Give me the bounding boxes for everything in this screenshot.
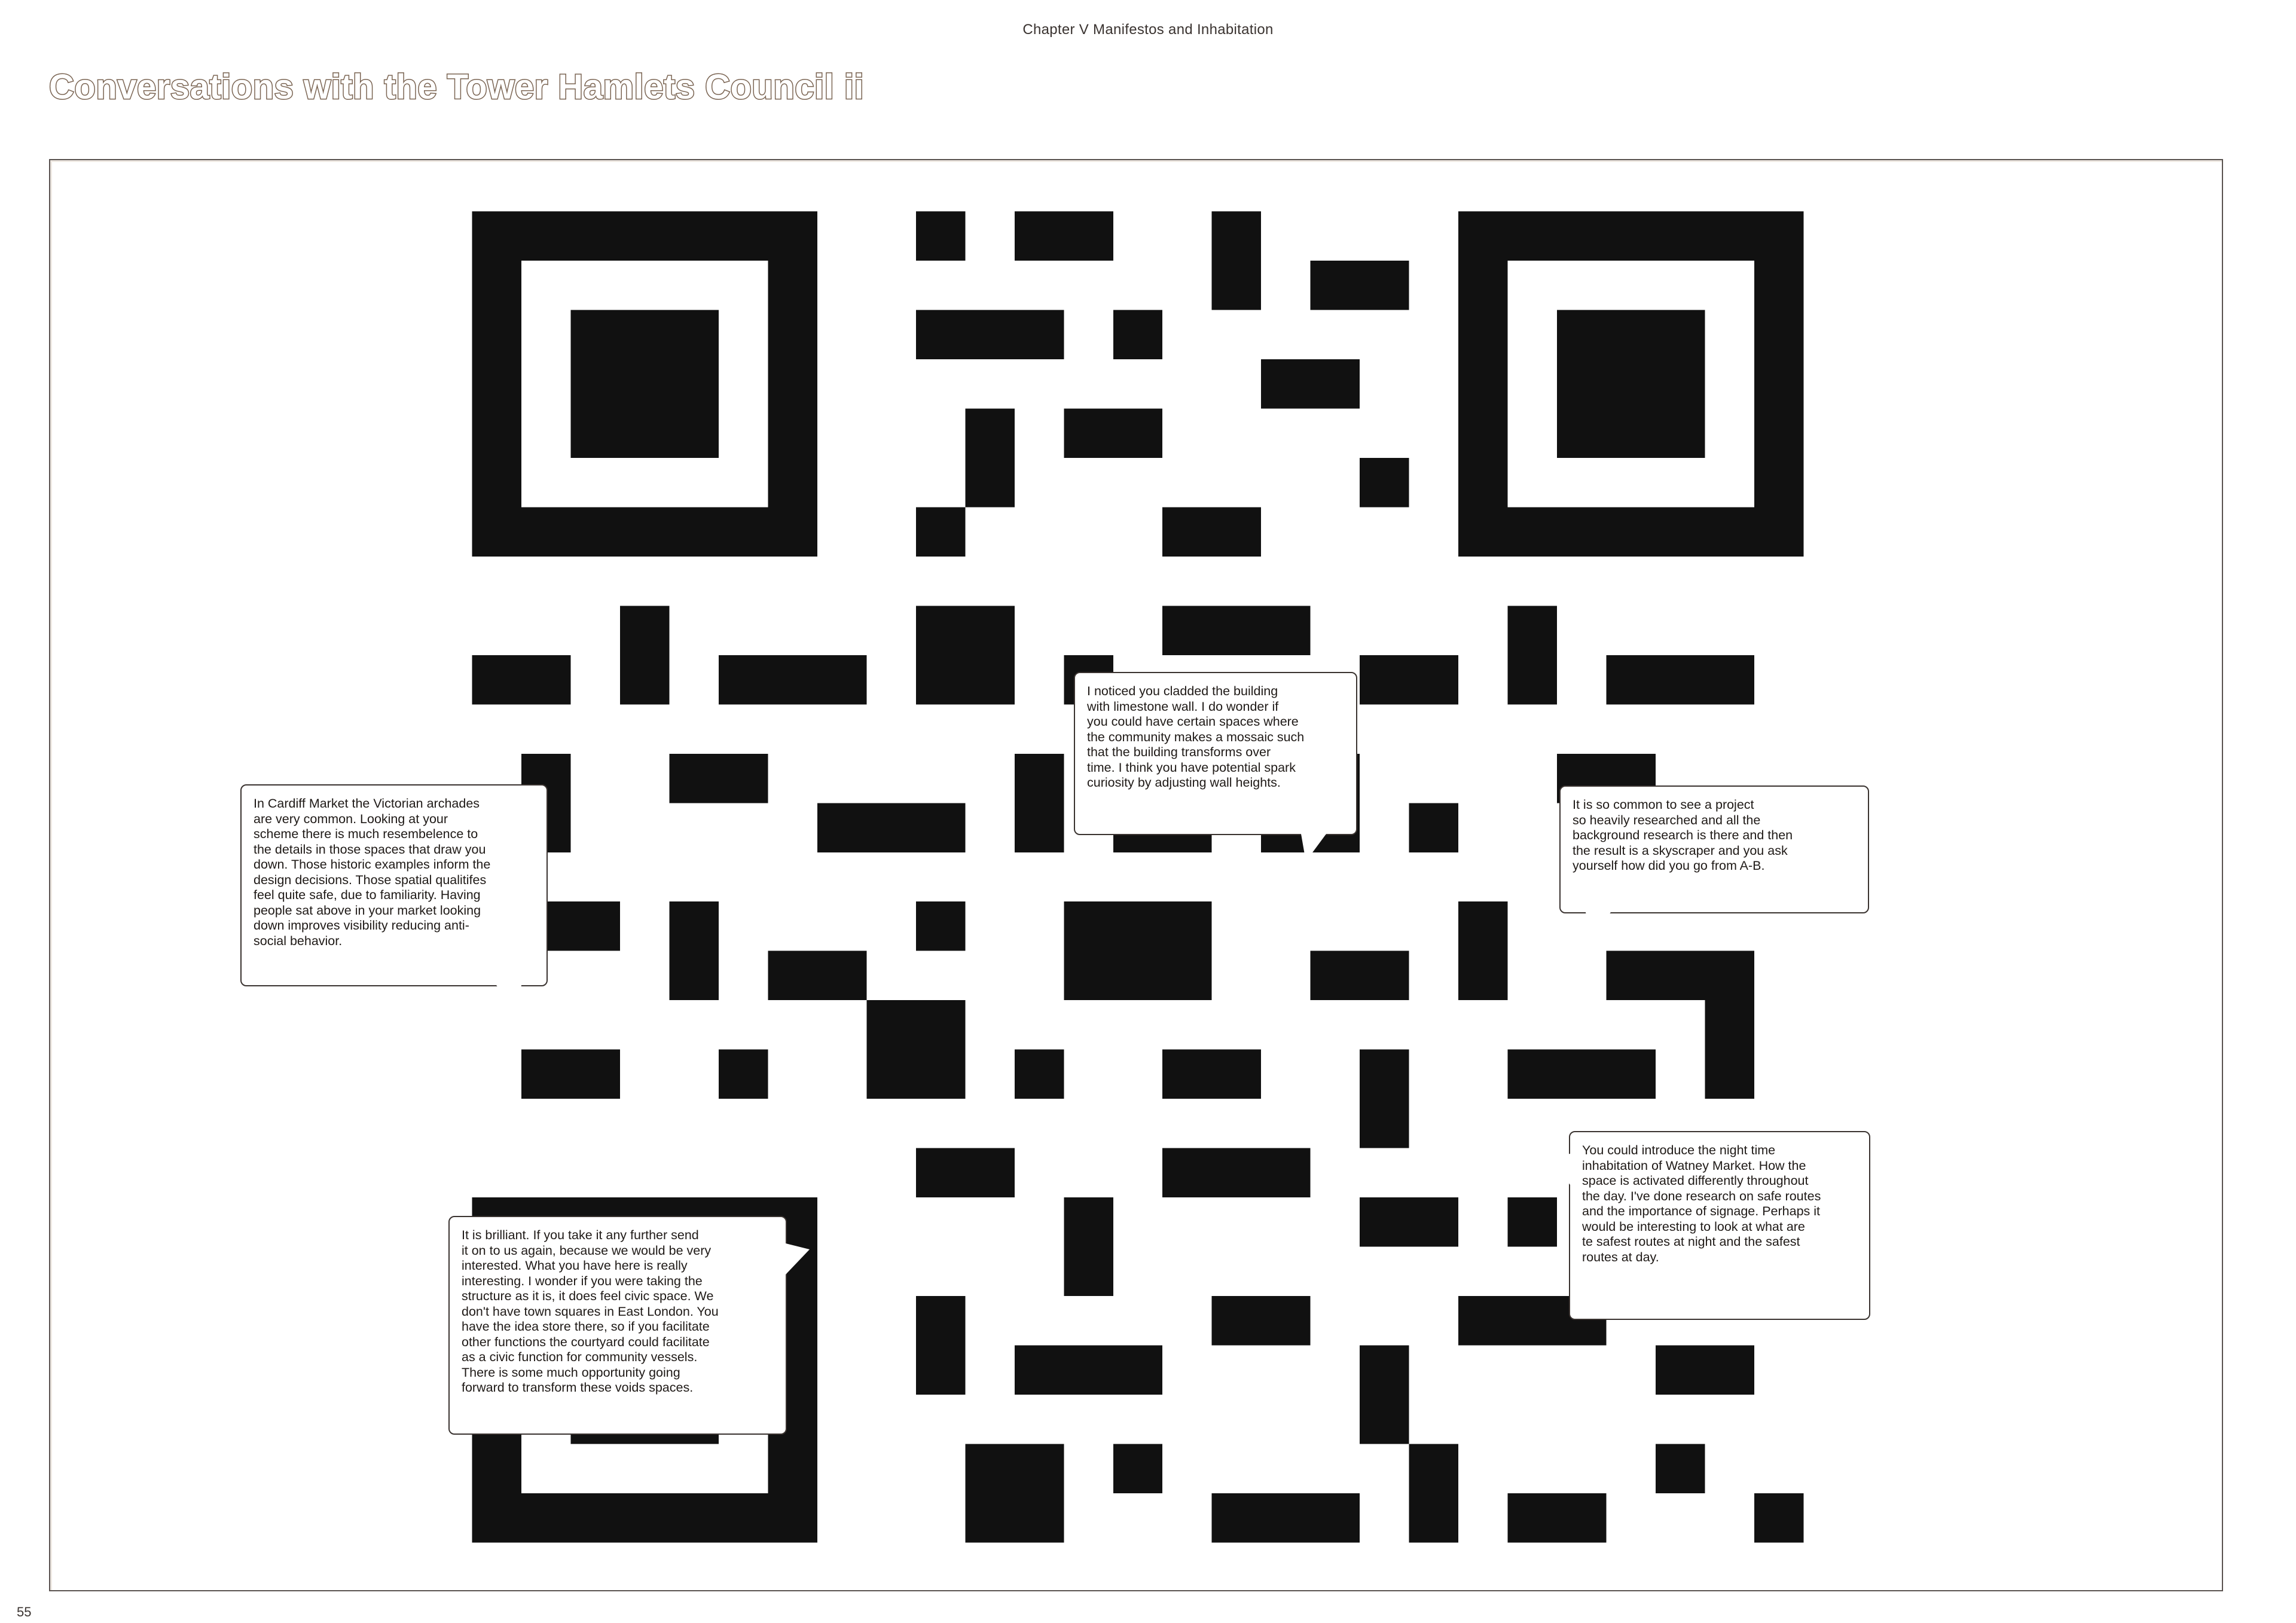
comment-text: It is so common to see a project so heavily researched and all the background research is there and then the result is a skyscraper and you ask yourself how did you go from A-B. bbox=[1573, 797, 1793, 873]
comment-bubble-limestone-wall bbox=[1074, 672, 1357, 835]
comment-bubble-night-time bbox=[1569, 1131, 1870, 1320]
bubble-tail bbox=[1301, 834, 1326, 861]
chapter-heading: Chapter V Manifestos and Inhabitation bbox=[1022, 22, 1274, 38]
comment-text: I noticed you cladded the building with limestone wall. I do wonder if you could have certain spaces where the community makes a mossaic such that the building transforms over time. I think you have potential spark curiosity by adjusting wall heights. bbox=[1087, 684, 1305, 790]
presentation-label: Full presentation: bbox=[1862, 357, 1963, 372]
comment-bubble-research-to-skyscraper bbox=[1559, 785, 1869, 913]
comment-bubble-civic-space bbox=[448, 1216, 787, 1435]
bubble-tail bbox=[786, 1243, 810, 1274]
bubble-tail bbox=[1586, 912, 1611, 937]
page-number: 55 bbox=[17, 1604, 32, 1619]
page-title: Conversations with the Tower Hamlets Council ii bbox=[49, 68, 865, 106]
presentation-url-link[interactable]: https://on.soundcloud. com/8GfbWcrWq86M4ZsG9 bbox=[1862, 389, 2028, 420]
bubble-tail bbox=[496, 985, 521, 1011]
bubble-tail bbox=[1547, 1154, 1570, 1185]
comment-text: You could introduce the night time inhabitation of Watney Market. How the space is activated differently throughout the day. I've done research on safe routes and the importance of signage. Perhaps it would be interesting to look at what are te safest routes at night and the safest routes at day. bbox=[1582, 1143, 1821, 1264]
comment-text: In Cardiff Market the Victorian archades are very common. Looking at your scheme there is much resembelence to the details in those spaces that draw you down. Those historic examples inform the design decisions. Those spatial qualitifes feel quite safe, due to familiarity. Having people sat above in your market looking down improves visibility reducing anti- social behavior. bbox=[254, 796, 491, 948]
comment-text: It is brilliant. If you take it any further send it on to us again, because we would be very interested. What you have here is really interesting. I wonder if you were taking the structure as it is, it does feel civic space. We don't have town squares in East London. You have the idea store there, so if you facilitate other functions the courtyard could facilitate as a civic function for community vessels. There is some much opportunity going forward to transform these voids spaces. bbox=[462, 1228, 719, 1395]
comment-bubble-cardiff-market bbox=[240, 784, 548, 986]
